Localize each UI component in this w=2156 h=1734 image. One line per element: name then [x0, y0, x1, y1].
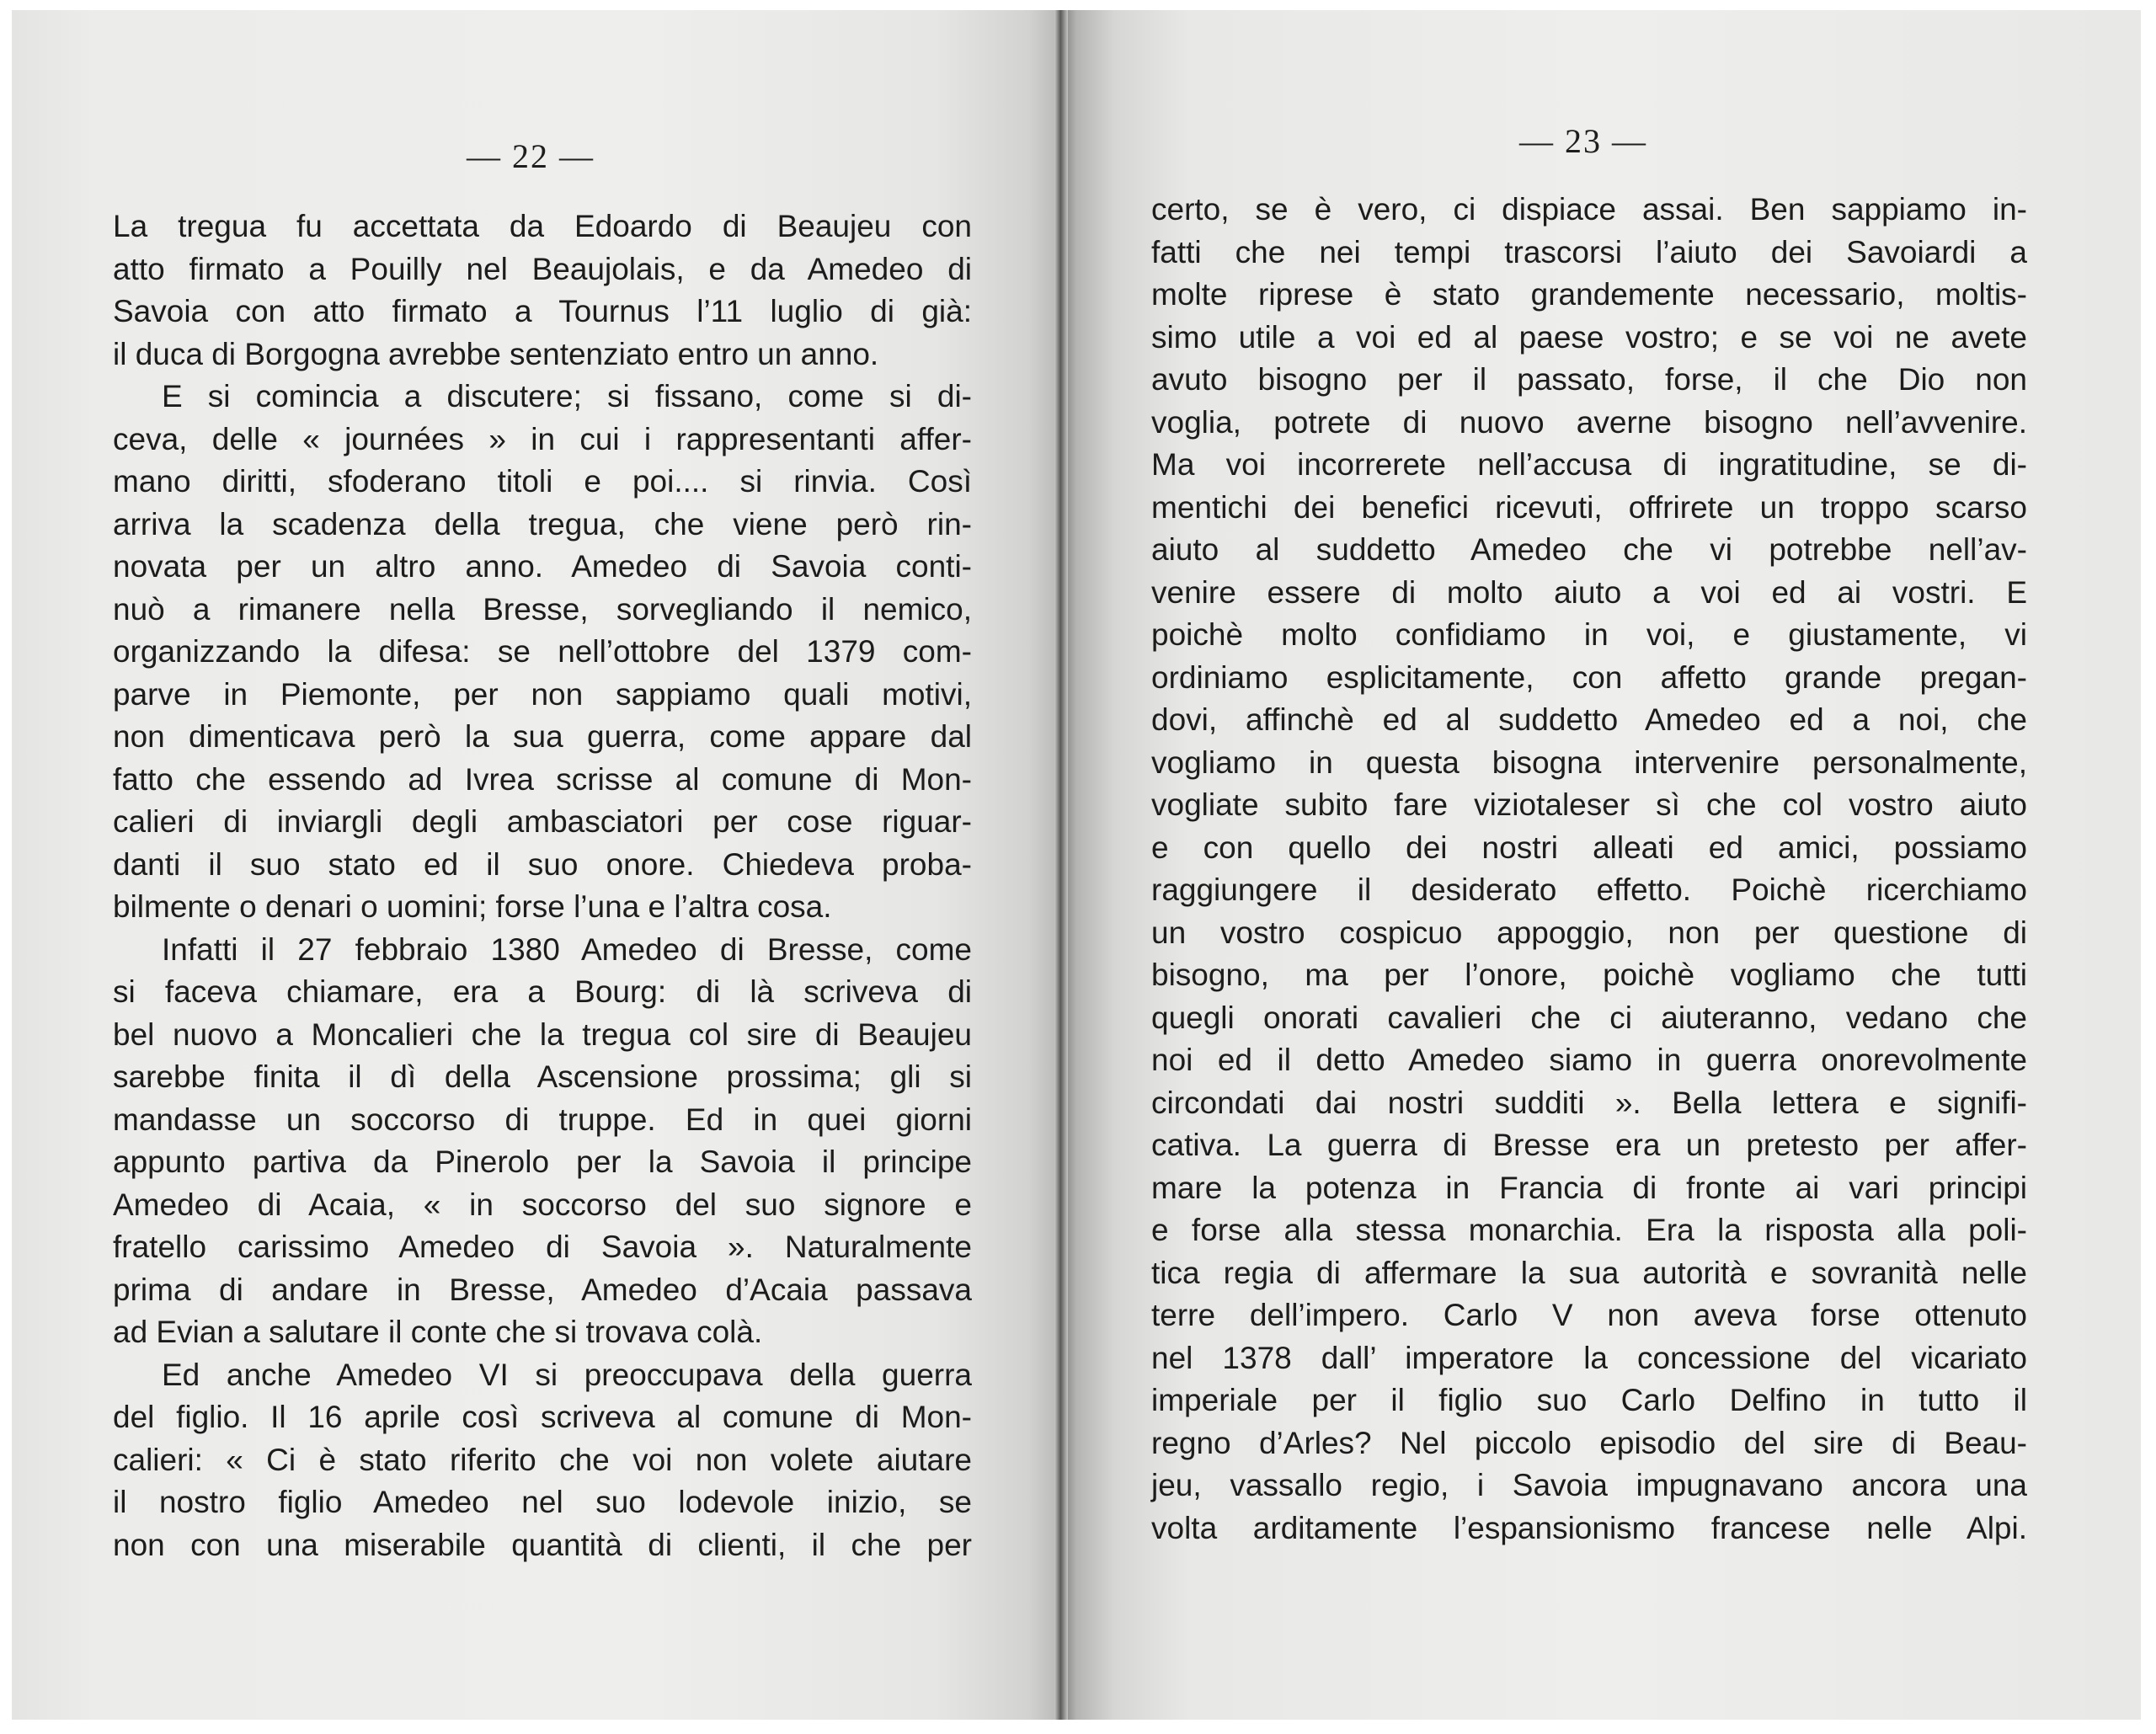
- right-page: [1060, 10, 2141, 1720]
- page-number-right: — 23 —: [1519, 122, 1647, 160]
- text-line: bilmente o denari o uomini; forse l’una e l’altra cosa.: [113, 889, 832, 924]
- text-line: avuto bisogno per il passato, forse, il che Dio non: [1151, 362, 2027, 397]
- text-line: ad Evian a salutare il conte che si trovava colà.: [113, 1315, 763, 1349]
- text-line: imperiale per il figlio suo Carlo Delfino in tutto il: [1151, 1383, 2027, 1417]
- text-line: fratello carissimo Amedeo di Savoia ». Naturalmente: [113, 1230, 972, 1264]
- text-line: terre dell’impero. Carlo V non aveva forse ottenuto: [1151, 1298, 2027, 1332]
- text-line: jeu, vassallo regio, i Savoia impugnavano ancora una: [1151, 1468, 2027, 1502]
- text-line: sarebbe finita il dì della Ascensione prossima; gli si: [113, 1059, 972, 1094]
- text-line: molte riprese è stato grandemente necessario, moltis-: [1151, 277, 2027, 312]
- text-line: volta arditamente l’espansionismo francese nelle Alpi.: [1151, 1510, 2027, 1545]
- text-line: circondati dai nostri sudditi ». Bella lettera e signifi-: [1151, 1085, 2027, 1120]
- text-line: Ma voi incorrerete nell’accusa di ingratitudine, se di-: [1151, 447, 2027, 482]
- text-line: organizzando la difesa: se nell’ottobre del 1379 com-: [113, 634, 972, 669]
- text-line: mano diritti, sfoderano titoli e poi.... si rinvia. Così: [113, 464, 972, 499]
- text-line: Savoia con atto firmato a Tournus l’11 luglio di già:: [113, 294, 972, 328]
- text-line: dovi, affinchè ed al suddetto Amedeo ed a noi, che: [1151, 702, 2027, 737]
- text-line: cativa. La guerra di Bresse era un pretesto per affer-: [1151, 1128, 2027, 1162]
- text-line: fatto che essendo ad Ivrea scrisse al comune di Mon-: [113, 761, 972, 797]
- text-line: danti il suo stato ed il suo onore. Chiedeva proba-: [113, 846, 972, 882]
- left-page: [12, 10, 1060, 1720]
- text-line: e con quello dei nostri alleati ed amici, possiamo: [1151, 830, 2027, 865]
- left-page-text: [113, 205, 972, 1566]
- text-line: non con una miserabile quantità di clienti, il che per: [113, 1527, 972, 1562]
- text-line: arriva la scadenza della tregua, che viene però rin-: [113, 506, 972, 542]
- text-line: si faceva chiamare, era a Bourg: di là scriveva di: [113, 974, 972, 1009]
- page-number-left: — 22 —: [467, 137, 595, 175]
- text-line: appunto partiva da Pinerolo per la Savoia il principe: [113, 1144, 972, 1179]
- text-line: fatti che nei tempi trascorsi l’aiuto dei Savoiardi a: [1151, 234, 2027, 269]
- text-line: il duca di Borgogna avrebbe sentenziato entro un anno.: [113, 336, 879, 371]
- text-line: non dimenticava però la sua guerra, come appare dal: [113, 719, 972, 754]
- text-line: calieri: « Ci è stato riferito che voi non volete aiutare: [113, 1442, 972, 1477]
- text-line: E si comincia a discutere; si fissano, come si di-: [162, 379, 972, 413]
- text-line: parve in Piemonte, per non sappiamo quali motivi,: [113, 676, 972, 712]
- text-line: bisogno, ma per l’onore, poichè vogliamo che tutti: [1151, 958, 2027, 992]
- text-line: atto firmato a Pouilly nel Beaujolais, e da Amedeo di: [113, 251, 972, 286]
- text-line: ceva, delle « journées » in cui i rappresentanti affer-: [113, 421, 972, 456]
- text-line: vogliamo in questa bisogna intervenire personalmente,: [1151, 744, 2027, 780]
- text-line: quegli onorati cavalieri che ci aiuteranno, vedano che: [1151, 1000, 2027, 1035]
- text-line: il nostro figlio Amedeo nel suo lodevole inizio, se: [113, 1485, 972, 1519]
- text-line: mare la potenza in Francia di fronte ai vari principi: [1151, 1170, 2027, 1205]
- text-line: regno d’Arles? Nel piccolo episodio del sire di Beau-: [1151, 1425, 2027, 1460]
- text-line: venire essere di molto aiuto a voi ed ai vostri. E: [1151, 574, 2027, 610]
- text-line: mandasse un soccorso di truppe. Ed in quei giorni: [113, 1102, 972, 1137]
- text-line: Amedeo di Acaia, « in soccorso del suo signore e: [113, 1187, 972, 1222]
- text-line: La tregua fu accettata da Edoardo di Beaujeu con: [113, 209, 972, 243]
- book-gutter: [1054, 10, 1068, 1720]
- right-page-text: [1151, 189, 2027, 1550]
- text-line: Infatti il 27 febbraio 1380 Amedeo di Bresse, come: [162, 931, 972, 967]
- text-line: ordiniamo esplicitamente, con affetto grande pregan-: [1151, 659, 2027, 695]
- text-line: bel nuovo a Moncalieri che la tregua col sire di Beaujeu: [113, 1016, 972, 1052]
- text-line: tica regia di affermare la sua autorità e sovranità nelle: [1151, 1255, 2027, 1290]
- text-line: e forse alla stessa monarchia. Era la risposta alla poli-: [1151, 1213, 2027, 1247]
- text-line: noi ed il detto Amedeo siamo in guerra onorevolmente: [1151, 1043, 2027, 1077]
- text-line: aiuto al suddetto Amedeo che vi potrebbe nell’av-: [1151, 532, 2027, 567]
- text-line: novata per un altro anno. Amedeo di Savoia conti-: [113, 549, 972, 584]
- text-line: nel 1378 dall’ imperatore la concessione del vicariato: [1151, 1340, 2027, 1375]
- text-line: calieri di inviargli degli ambasciatori per cose riguar-: [113, 804, 972, 839]
- book-spread: [12, 10, 2141, 1720]
- text-line: certo, se è vero, ci dispiace assai. Ben sappiamo in-: [1151, 192, 2027, 227]
- text-line: un vostro cospicuo appoggio, non per questione di: [1151, 915, 2027, 950]
- text-line: nuò a rimanere nella Bresse, sorvegliando il nemico,: [113, 591, 972, 627]
- text-line: poichè molto confidiamo in voi, e giustamente, vi: [1151, 617, 2027, 652]
- text-line: Ed anche Amedeo VI si preoccupava della guerra: [162, 1357, 972, 1392]
- text-line: raggiungere il desiderato effetto. Poichè ricerchiamo: [1151, 872, 2027, 907]
- text-line: mentichi dei benefici ricevuti, offrirete un troppo scarso: [1151, 489, 2027, 525]
- text-line: prima di andare in Bresse, Amedeo d’Acaia passava: [113, 1272, 972, 1307]
- text-line: voglia, potrete di nuovo averne bisogno nell’avvenire.: [1151, 404, 2027, 440]
- text-line: vogliate subito fare viziotaleser sì che col vostro aiuto: [1151, 787, 2027, 822]
- text-line: simo utile a voi ed al paese vostro; e se voi ne avete: [1151, 319, 2027, 355]
- text-line: del figlio. Il 16 aprile così scriveva al comune di Mon-: [113, 1400, 972, 1434]
